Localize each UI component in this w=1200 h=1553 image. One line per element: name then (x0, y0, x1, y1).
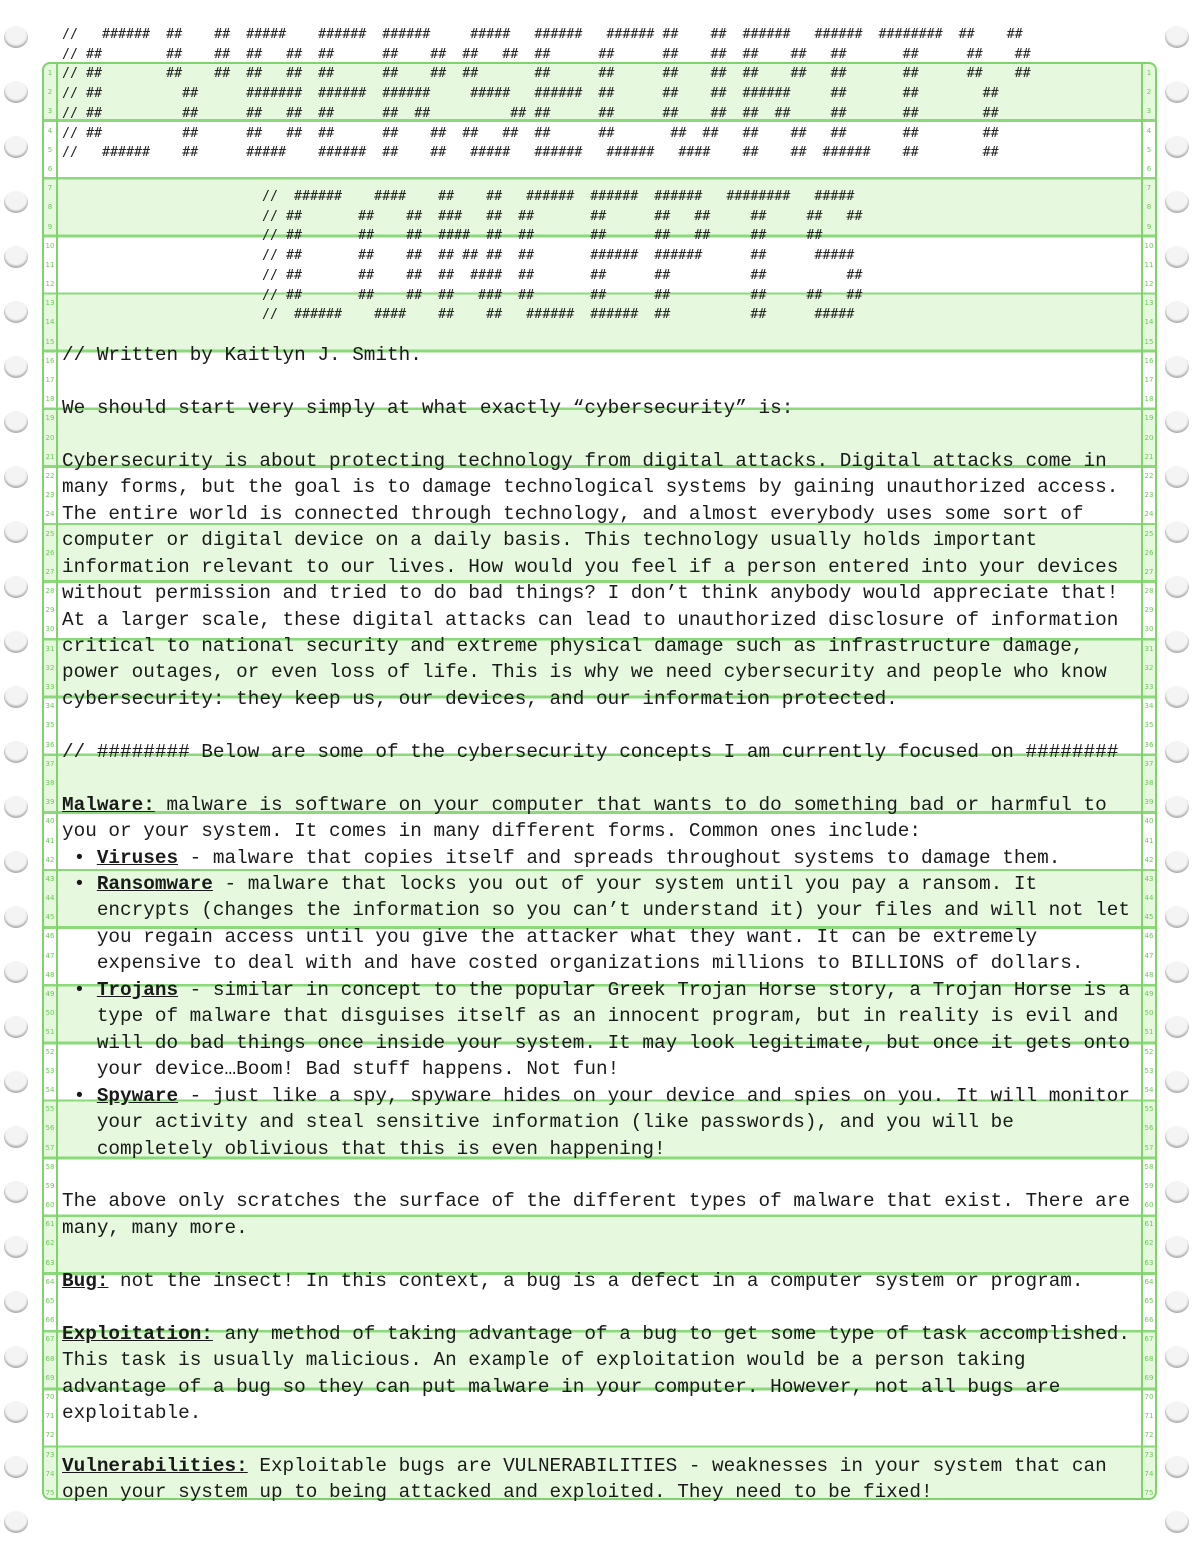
tractor-feed-holes-right (1165, 0, 1195, 1553)
line-number: 48 (45, 970, 55, 979)
line-number: 17 (45, 376, 55, 384)
line-number: 60 (1144, 1201, 1154, 1210)
line-number: 13 (45, 299, 55, 308)
line-number: 25 (1144, 529, 1154, 538)
line-number: 35 (1144, 721, 1154, 730)
feed-hole (1165, 1401, 1189, 1423)
intro: We should start very simply at what exactly “cybersecurity” is: (62, 396, 794, 419)
viruses-term: Viruses (96, 846, 179, 869)
line-number: 13 (1144, 299, 1154, 308)
line-number: 45 (1144, 913, 1154, 922)
feed-hole (4, 1456, 28, 1478)
line-number: 62 (45, 1239, 55, 1248)
viruses-text: - malware that copies itself and spreads throughout systems to damage them. (178, 846, 1061, 869)
line-number: 63 (1144, 1258, 1154, 1267)
line-number: 32 (1144, 663, 1154, 672)
line-number: 8 (47, 203, 53, 212)
line-number: 26 (1144, 548, 1154, 557)
line-number: 12 (45, 280, 55, 289)
line-number: 39 (45, 798, 55, 807)
feed-hole (4, 631, 28, 653)
feed-hole (4, 1236, 28, 1258)
line-number: 73 (1144, 1450, 1154, 1459)
vulnerabilities-definition (62, 1453, 1130, 1506)
line-number: 22 (1144, 471, 1154, 480)
feed-hole (1165, 1236, 1189, 1258)
line-number: 40 (1144, 817, 1154, 826)
malware-section (62, 792, 1130, 1162)
line-number: 37 (45, 759, 55, 768)
line-number: 64 (45, 1277, 55, 1286)
feed-hole (4, 411, 28, 433)
line-number: 36 (45, 740, 55, 749)
line-number: 21 (45, 452, 55, 461)
line-number: 16 (45, 356, 55, 365)
line-number: 25 (45, 529, 55, 538)
definition-paragraph: Cybersecurity is about protecting technology from digital attacks. Digital attacks come in many forms, but the goal is to damage technological systems by gaining unauthorized access. The entire world is connected through technology, and almost everybody uses some sort of computer or digital device on a daily basis. This technology usually holds important information relevant to our lives. How would you feel if a person entered into your devices without permission and tried to do bad things? I don’t think anybody would appreciate that! At a larger scale, these digital attacks can lead to unauthorized disclosure of information critical to national security and extreme physical damage such as infrastructure damage, power outages, or even loss of life. This is why we need cybersecurity and people who know cybersecurity: they keep us, our devices, and our information protected. (62, 449, 1119, 710)
line-number: 4 (1146, 126, 1152, 135)
line-number: 42 (1144, 855, 1154, 864)
feed-hole (1165, 961, 1189, 983)
line-number: 72 (1144, 1431, 1154, 1440)
line-number: 9 (1146, 222, 1152, 231)
feed-hole (1165, 1346, 1189, 1368)
line-number: 23 (45, 491, 55, 500)
feed-hole (1165, 631, 1189, 653)
line-number: 44 (45, 894, 55, 903)
line-number: 50 (1144, 1009, 1154, 1018)
line-number: 15 (45, 337, 55, 346)
line-number: 24 (45, 510, 55, 519)
line-number: 51 (45, 1028, 55, 1037)
line-number: 39 (1144, 798, 1154, 807)
line-number: 61 (45, 1220, 55, 1229)
feed-hole (4, 686, 28, 708)
line-number: 33 (1144, 683, 1154, 691)
exploitation-text: any method of taking advantage of a bug to get some type of task accomplished. This task is usually malicious. An example of exploitation would be a person taking advantage of a bug so they can put malware in your computer. However, not all bugs are exploitable. (62, 1322, 1130, 1425)
line-number: 70 (1144, 1392, 1154, 1401)
feed-hole (1165, 301, 1189, 323)
feed-hole (1165, 1126, 1189, 1148)
line-number: 38 (1144, 778, 1154, 787)
line-number: 18 (45, 395, 55, 404)
line-number: 41 (45, 836, 55, 845)
bug-definition (62, 1268, 1130, 1294)
line-number: 43 (45, 874, 55, 883)
list-item (62, 845, 1130, 871)
feed-hole (1165, 686, 1189, 708)
line-number: 27 (45, 567, 55, 576)
line-number: 3 (1146, 107, 1152, 116)
feed-hole (4, 26, 28, 48)
line-number: 27 (1144, 567, 1154, 576)
line-number: 57 (45, 1143, 55, 1152)
section-heading: // ######## Below are some of the cybersecurity concepts I am currently focused on ######## (62, 740, 1119, 763)
line-number: 19 (1144, 414, 1154, 423)
line-number: 53 (1144, 1066, 1154, 1075)
feed-hole (4, 1346, 28, 1368)
line-number: 5 (47, 145, 53, 154)
exploitation-term: Exploitation: (62, 1322, 213, 1345)
line-number: 65 (45, 1297, 55, 1305)
feed-hole (4, 1071, 28, 1093)
line-number: 23 (1144, 491, 1154, 500)
line-number: 66 (1144, 1316, 1154, 1325)
line-number: 3 (47, 107, 53, 116)
feed-hole (1165, 411, 1189, 433)
line-number: 60 (45, 1201, 55, 1210)
line-number: 62 (1144, 1239, 1154, 1248)
bug-term: Bug: (62, 1269, 109, 1292)
line-number: 73 (45, 1450, 55, 1459)
line-number: 7 (1146, 184, 1152, 193)
feed-hole (4, 301, 28, 323)
line-number-gutter-right (1141, 64, 1155, 1498)
feed-hole (1165, 1071, 1189, 1093)
line-number: 34 (1144, 702, 1154, 711)
feed-hole (4, 246, 28, 268)
line-number: 71 (1144, 1412, 1154, 1421)
line-number: 17 (1144, 376, 1154, 384)
feed-hole (1165, 1456, 1189, 1478)
malware-types-list (62, 845, 1130, 1162)
line-number: 7 (47, 184, 53, 193)
feed-hole (4, 521, 28, 543)
exploitation-definition (62, 1321, 1130, 1427)
line-number: 29 (45, 606, 55, 615)
line-number: 70 (45, 1392, 55, 1401)
list-item (62, 977, 1130, 1083)
line-number: 15 (1144, 337, 1154, 346)
feed-hole (4, 961, 28, 983)
line-number: 18 (1144, 395, 1154, 404)
feed-hole (4, 466, 28, 488)
line-number: 66 (45, 1316, 55, 1325)
line-number: 32 (45, 663, 55, 672)
line-number: 52 (45, 1047, 55, 1056)
feed-hole (1165, 1291, 1189, 1313)
line-number: 50 (45, 1009, 55, 1018)
line-number: 54 (45, 1085, 55, 1094)
line-number: 69 (45, 1373, 55, 1382)
feed-hole (4, 576, 28, 598)
line-number: 24 (1144, 510, 1154, 519)
line-number: 42 (45, 855, 55, 864)
feed-hole (1165, 1016, 1189, 1038)
feed-hole (4, 1511, 28, 1533)
line-number: 55 (45, 1105, 55, 1114)
feed-hole (1165, 1511, 1189, 1533)
line-number: 4 (47, 126, 53, 135)
line-number: 52 (1144, 1047, 1154, 1056)
line-number: 56 (45, 1124, 55, 1133)
line-number: 6 (1146, 164, 1152, 173)
list-item (62, 1083, 1130, 1162)
feed-hole (4, 1291, 28, 1313)
line-number: 61 (1144, 1220, 1154, 1229)
trojans-term: Trojans (96, 978, 179, 1001)
line-number: 11 (45, 260, 55, 269)
line-number: 55 (1144, 1105, 1154, 1114)
line-number: 30 (45, 625, 55, 634)
line-number: 68 (45, 1354, 55, 1363)
feed-hole (1165, 81, 1189, 103)
line-number: 29 (1144, 606, 1154, 615)
feed-hole (4, 741, 28, 763)
line-number: 59 (45, 1181, 55, 1190)
malware-term: Malware: (62, 793, 155, 816)
ascii-banner-concepts: // ###### #### ## ## ###### ###### ###### ######## ##### // ## ## ## ### ## ## ## ## ## ## ## ## // ## ## ## #### ## ## ## ## ## ## ## // ## ## ## ## ## ## ## ###### ###### ## ##### // ## ## ## ## #### ## ## ## ## ## // ## ## ## ## ### ## ## ## ## ## ## // ###### #### ## ## ###### ###### ## ## ##### (262, 189, 863, 323)
ransomware-term: Ransomware (96, 873, 213, 895)
line-number-gutter-left (44, 64, 58, 1498)
line-number: 51 (1144, 1028, 1154, 1037)
line-number: 6 (47, 164, 53, 173)
line-number: 43 (1144, 874, 1154, 883)
malware-text: malware is software on your computer that wants to do something bad or harmful to you or your system. It comes in many different forms. Common ones include: (62, 793, 1107, 843)
line-number: 1 (47, 69, 53, 77)
vulnerabilities-term: Vulnerabilities: (62, 1454, 248, 1477)
line-number: 64 (1144, 1277, 1154, 1286)
feed-hole (1165, 466, 1189, 488)
line-number: 21 (1144, 452, 1154, 461)
line-number: 11 (1144, 260, 1154, 269)
document-body (62, 342, 1130, 1532)
feed-hole (4, 356, 28, 378)
line-number: 33 (45, 683, 55, 691)
line-number: 14 (45, 318, 55, 327)
line-number: 40 (45, 817, 55, 826)
line-number: 36 (1144, 740, 1154, 749)
feed-hole (1165, 906, 1189, 928)
line-number: 31 (45, 644, 55, 653)
list-item (62, 871, 1130, 977)
feed-hole (4, 136, 28, 158)
feed-hole (1165, 136, 1189, 158)
line-number: 5 (1146, 145, 1152, 154)
line-number: 67 (1144, 1335, 1154, 1344)
line-number: 41 (1144, 836, 1154, 845)
feed-hole (4, 81, 28, 103)
line-number: 26 (45, 548, 55, 557)
line-number: 58 (1144, 1162, 1154, 1171)
line-number: 31 (1144, 644, 1154, 653)
line-number: 8 (1146, 203, 1152, 212)
line-number: 35 (45, 721, 55, 730)
line-number: 10 (1144, 241, 1154, 250)
ransomware-text: - malware that locks you out of your system until you pay a ransom. It encrypts (changes the information so you can’t understand it) your files and will not let you regain access until you give the attacker what they want. It can be extremely expensive to deal with and have costed organizations millions to BILLIONS of dollars. (96, 873, 1130, 975)
line-number: 1 (1146, 69, 1152, 77)
line-number: 22 (45, 471, 55, 480)
feed-hole (1165, 851, 1189, 873)
line-number: 49 (1144, 990, 1154, 998)
feed-hole (1165, 356, 1189, 378)
line-number: 74 (45, 1469, 55, 1478)
feed-hole (4, 1126, 28, 1148)
line-number: 74 (1144, 1469, 1154, 1478)
line-number: 65 (1144, 1297, 1154, 1305)
line-number: 47 (45, 951, 55, 960)
line-number: 28 (45, 587, 55, 596)
feed-hole (1165, 1181, 1189, 1203)
line-number: 53 (45, 1066, 55, 1075)
feed-hole (4, 191, 28, 213)
feed-hole (4, 1181, 28, 1203)
feed-hole (4, 906, 28, 928)
feed-hole (1165, 521, 1189, 543)
line-number: 2 (1146, 88, 1152, 97)
line-number: 28 (1144, 587, 1154, 596)
author-line: // Written by Kaitlyn J. Smith. (62, 344, 422, 366)
line-number: 30 (1144, 625, 1154, 634)
line-number: 68 (1144, 1354, 1154, 1363)
line-number: 12 (1144, 280, 1154, 289)
line-number: 16 (1144, 356, 1154, 365)
line-number: 44 (1144, 894, 1154, 903)
line-number: 46 (45, 932, 55, 941)
feed-hole (1165, 191, 1189, 213)
line-number: 34 (45, 702, 55, 711)
line-number: 58 (45, 1162, 55, 1171)
line-number: 2 (47, 88, 53, 97)
feed-hole (1165, 741, 1189, 763)
spyware-term: Spyware (96, 1084, 179, 1107)
line-number: 71 (45, 1412, 55, 1421)
line-number: 38 (45, 778, 55, 787)
trojans-text: - similar in concept to the popular Greek Trojan Horse story, a Trojan Horse is a type of malware that disguises itself as an innocent program, but in reality is evil and will do bad things once inside your system. It may look legitimate, but once it gets onto your device…Boom! Bad stuff happens. Not fun! (96, 978, 1130, 1081)
bug-text: not the insect! In this context, a bug is a defect in a computer system or program. (108, 1269, 1084, 1292)
feed-hole (1165, 246, 1189, 268)
vulnerabilities-text: Exploitable bugs are VULNERABILITIES - weaknesses in your system that can open your system up to being attacked and exploited. They need to be fixed! (62, 1454, 1107, 1504)
feed-hole (4, 1016, 28, 1038)
line-number: 54 (1144, 1085, 1154, 1094)
feed-hole (1165, 796, 1189, 818)
line-number: 9 (47, 222, 53, 231)
line-number: 56 (1144, 1124, 1154, 1133)
line-number: 75 (1144, 1488, 1154, 1497)
line-number: 46 (1144, 932, 1154, 941)
line-number: 47 (1144, 951, 1154, 960)
malware-note: The above only scratches the surface of the different types of malware that exist. There are many, many more. (62, 1190, 1130, 1239)
line-number: 37 (1144, 759, 1154, 768)
line-number: 69 (1144, 1373, 1154, 1382)
line-number: 45 (45, 913, 55, 922)
line-number: 75 (45, 1488, 55, 1497)
feed-hole (1165, 26, 1189, 48)
line-number: 48 (1144, 970, 1154, 979)
line-number: 49 (45, 990, 55, 998)
line-number: 10 (45, 241, 55, 250)
line-number: 14 (1144, 318, 1154, 327)
feed-hole (4, 1401, 28, 1423)
spyware-text: - just like a spy, spyware hides on your device and spies on you. It will monitor your activity and steal sensitive information (like passwords), and you will be completely oblivious that this is even happening! (96, 1084, 1130, 1160)
line-number: 63 (45, 1258, 55, 1267)
feed-hole (4, 796, 28, 818)
line-number: 57 (1144, 1143, 1154, 1152)
line-number: 59 (1144, 1181, 1154, 1190)
feed-hole (1165, 576, 1189, 598)
tractor-feed-holes-left (4, 0, 34, 1553)
ascii-banner-cybersecurity: // ###### ## ## ##### ###### ###### ##### ###### ###### ## ## ###### ###### ######## ## ## // ## ## ## ## ## ## ## ## ## ## ## ## ## ## ## ## ## ## ## ## // ## ## ## ## ## ## ## ## ## ## ## ## ## ## ## ## ## ## ## // ## ## ####### ###### ###### ##### ###### ## ## ## ###### ## ## ## // ## ## ## ## ## ## ## ## ## ## ## ## ## ## ## ## ## // ## ## ## ## ## ## ## ## ## ## ## ## ## ## ## ## ## ## // ###### ## ##### ###### ## ## ##### ###### ###### #### ## ## ###### ## ## (62, 27, 1031, 161)
line-number: 67 (45, 1335, 55, 1344)
line-number: 72 (45, 1431, 55, 1440)
line-number: 20 (1144, 433, 1154, 442)
line-number: 20 (45, 433, 55, 442)
line-number: 19 (45, 414, 55, 423)
feed-hole (4, 851, 28, 873)
